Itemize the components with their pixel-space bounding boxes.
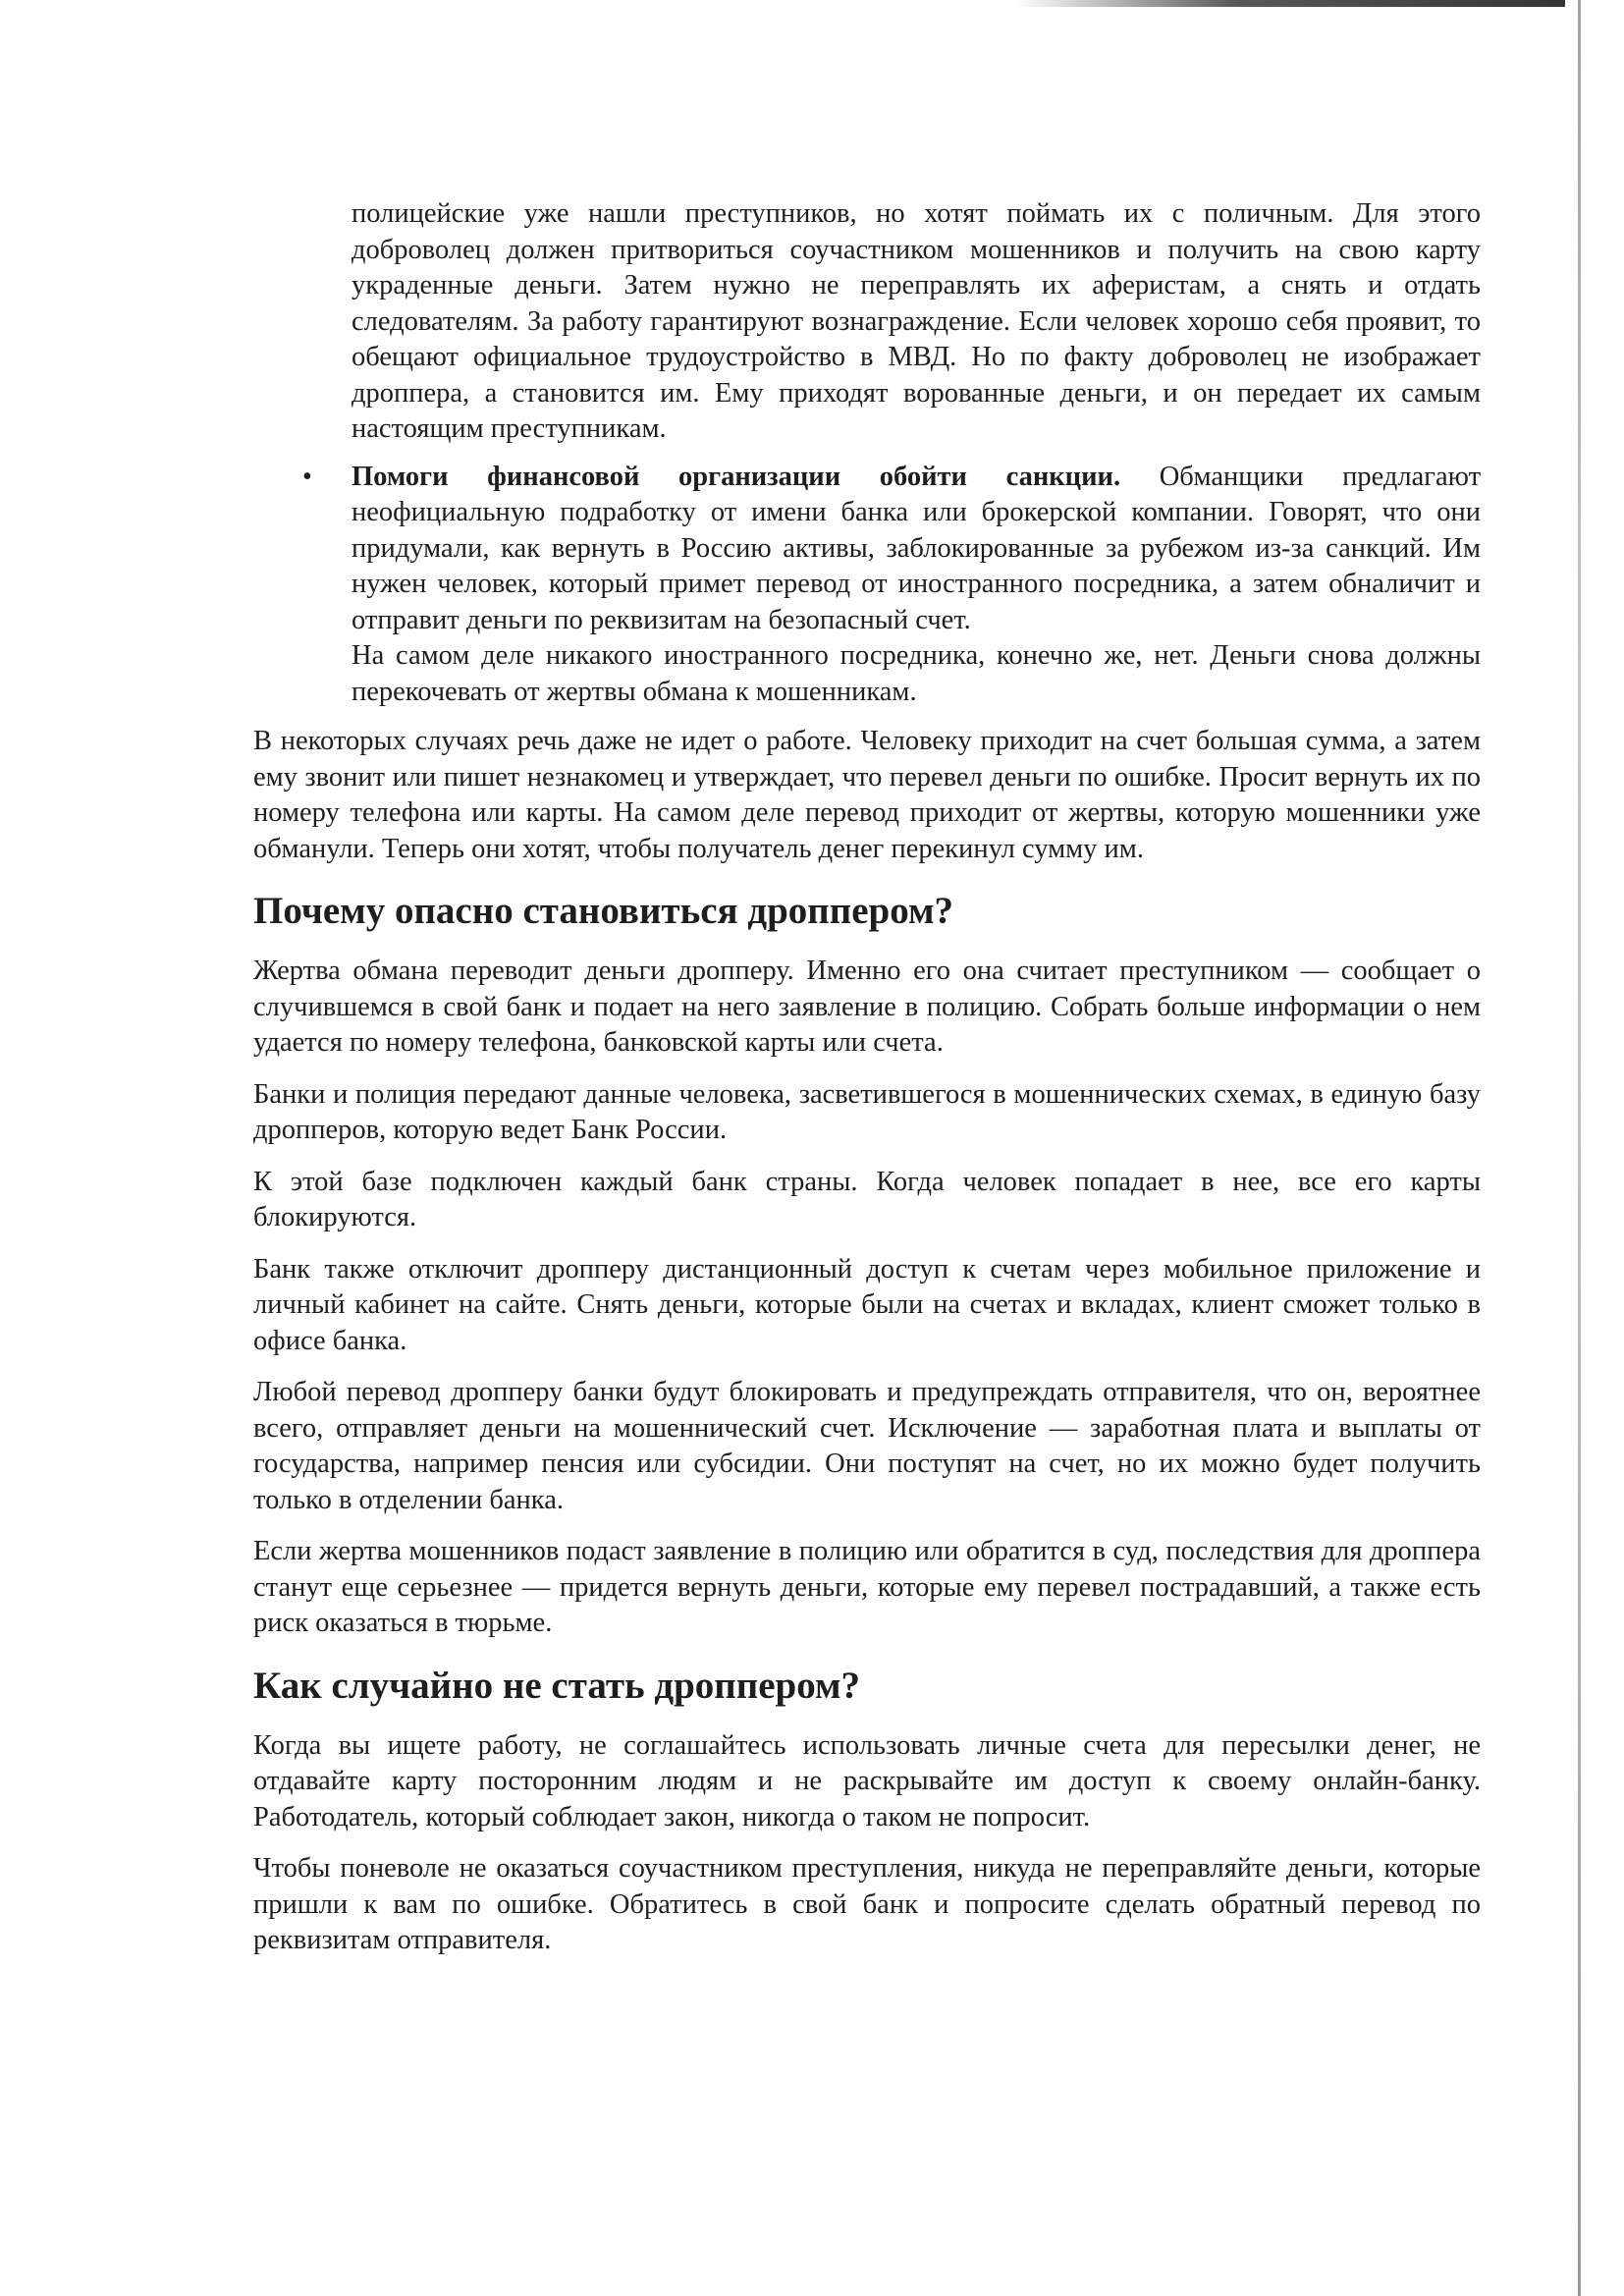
paragraph: Любой перевод дропперу банки будут блокировать и предупреждать отправителя, что он, вероятнее всего, отправляет деньги на мошеннический счет. Исключение — заработная плата и выплаты от государства, например пенсия или субсидии. Они поступят на счет, но их можно будет получить только в отделении банка. bbox=[253, 1377, 1481, 1515]
intro-continuation: полицейские уже нашли преступников, но хотят поймать их с поличным. Для этого доброволец должен притвориться соучастником мошенников и получить на свою карту украденные деньги. Затем нужно не переправлять их аферистам, а снять и отдать следователям. За работу гарантируют вознаграждение. Если человек хорошо себя проявит, то обещают официальное трудоустройство в МВД. Но по факту доброволец не изображает дроппера, а становится им. Ему приходят ворованные деньги, и он передает их самым настоящим преступникам. bbox=[352, 198, 1481, 444]
bullet-text: Обманщики предлагают неофициальную подработку от имени банка или брокерской компании. Говорят, что они придумали, как вернуть в Россию активы, заблокированные за рубежом из-за санкций. Им нужен человек, который примет перевод от иностранного посредника, а затем обналичит и отправит деньги по реквизитам на безопасный счет. bbox=[352, 461, 1482, 635]
paragraph: Когда вы ищете работу, не соглашайтесь использовать личные счета для пересылки денег, не отдавайте карту посторонним людям и не раскрывайте им доступ к своему онлайн-банку. Работодатель, который соблюдает закон, никогда о таком не попросит. bbox=[253, 1729, 1481, 1832]
paragraph: Банк также отключит дропперу дистанционный доступ к счетам через мобильное приложение и личный кабинет на сайте. Снять деньги, которые были на счетах и вкладах, клиент сможет только в офисе банка. bbox=[253, 1253, 1481, 1356]
section-heading-prevention: Как случайно не стать дроппером? bbox=[253, 1664, 861, 1707]
paragraph: Банки и полиция передают данные человека, засветившегося в мошеннических схемах, в единую базу дропперов, которую ведет Банк России. bbox=[253, 1078, 1481, 1145]
bullet-item-sanctions bbox=[302, 460, 1482, 639]
paragraph: К этой базе подключен каждый банк страны. Когда человек попадает в нее, все его карты блокируются. bbox=[253, 1166, 1481, 1232]
section-heading-danger: Почему опасно становиться дроппером? bbox=[253, 890, 954, 932]
paragraph: Чтобы поневоле не оказаться соучастником преступления, никуда не переправляйте деньги, которые пришли к вам по ошибке. Обратитесь в свой банк и попросите сделать обратный перевод по реквизитам отправителя. bbox=[253, 1853, 1481, 1955]
scan-shadow-right bbox=[1578, 0, 1581, 2296]
paragraph: Жертва обмана переводит деньги дропперу. Именно его она считает преступником — сообщает о случившемся в свой банк и подает на него заявление в полицию. Собрать больше информации о нем удается по номеру телефона, банковской карты или счета. bbox=[253, 956, 1481, 1058]
paragraph-mistaken-transfer: В некоторых случаях речь даже не идет о работе. Человеку приходит на счет большая сумма, а затем ему звонит или пишет незнакомец и утверждает, что перевел деньги по ошибке. Просит вернуть их по номеру телефона или карты. На самом деле перевод приходит от жертвы, которую мошенники уже обманули. Теперь они хотят, чтобы получатель денег перекинул сумму им. bbox=[253, 726, 1481, 864]
paragraph: Если жертва мошенников подаст заявление в полицию или обратится в суд, последствия для дроппера станут еще серьезнее — придется вернуть деньги, которые ему перевел пострадавший, а также есть риск оказаться в тюрьме. bbox=[253, 1536, 1481, 1638]
scan-shadow-top bbox=[1015, 0, 1565, 7]
bullet-marker: • bbox=[302, 461, 312, 492]
bullet-title: Помоги финансовой организации обойти санкции. bbox=[352, 461, 1121, 492]
document-page bbox=[253, 196, 1481, 1975]
bullet-followup: На самом деле никакого иностранного посредника, конечно же, нет. Деньги снова должны перекочевать от жертвы обмана к мошенникам. bbox=[352, 640, 1481, 707]
